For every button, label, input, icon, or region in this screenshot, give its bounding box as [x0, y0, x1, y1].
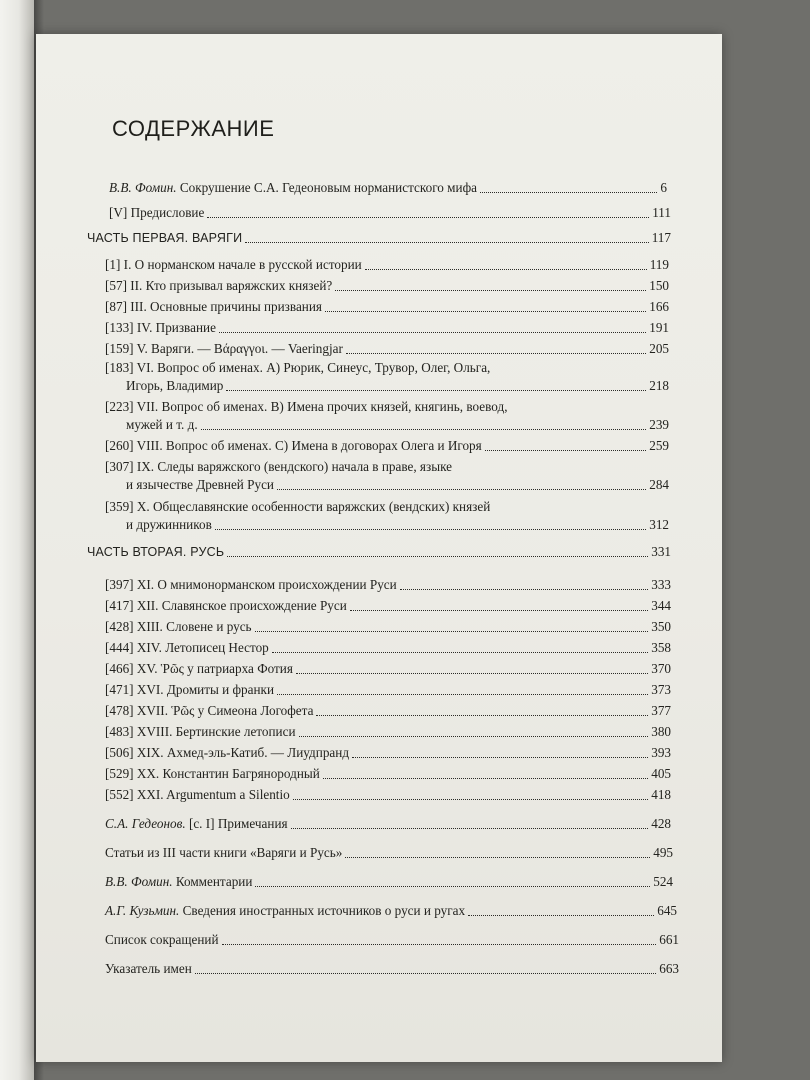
- toc-entry-page: 418: [651, 787, 671, 802]
- toc-entry-page: 111: [652, 205, 671, 220]
- dot-leader: [245, 241, 648, 243]
- toc-entry-page: 344: [651, 598, 671, 613]
- toc-entry-page: 117: [651, 230, 671, 245]
- toc-entry-author: А.Г. Кузьмин.: [105, 903, 180, 918]
- dot-leader: [227, 555, 648, 557]
- toc-entry-first-line: [359] X. Общеславянские особенности варяжских (вендских) князей: [105, 499, 491, 514]
- toc-entry-foreword: [109, 205, 671, 221]
- toc-entry: [105, 598, 671, 614]
- dot-leader: [325, 310, 646, 312]
- toc-entry-title: Игорь, Владимир: [126, 378, 224, 393]
- page-title: СОДЕРЖАНИЕ: [112, 116, 275, 141]
- toc-entry: [105, 341, 669, 357]
- toc-entry-page: 663: [659, 961, 679, 976]
- toc-entry-author: С.А. Гедеонов.: [105, 816, 186, 831]
- toc-entry: [105, 299, 669, 315]
- dot-leader: [226, 389, 646, 391]
- toc-entry-kuzmin: [105, 903, 677, 919]
- toc-entry-page: 380: [651, 724, 671, 739]
- toc-entry: [105, 745, 671, 761]
- toc-entry-title: [1] I. О норманском начале в русской истории: [105, 257, 362, 272]
- toc-entry-title: Указатель имен: [105, 961, 192, 976]
- toc-entry-title: [483] XVIII. Бертинские летописи: [105, 724, 296, 739]
- toc-entry-page: 150: [649, 278, 669, 293]
- dot-leader: [346, 352, 646, 354]
- toc-part-two-heading: [87, 544, 671, 560]
- dot-leader: [345, 856, 650, 858]
- dot-leader: [299, 735, 649, 737]
- toc-entry-title: Статьи из III части книги «Варяги и Русь»: [105, 845, 343, 860]
- toc-entry-page: 358: [651, 640, 671, 655]
- dot-leader: [219, 331, 646, 333]
- toc-part-one-heading: [87, 230, 671, 246]
- toc-entry-title: мужей и т. д.: [126, 417, 198, 432]
- toc-entry-title: [478] XVII. Ῥῶς у Симеона Логофета: [105, 703, 314, 718]
- toc-entry: [126, 477, 669, 493]
- toc-entry: [105, 724, 671, 740]
- toc-entry-page: 119: [649, 257, 669, 272]
- dot-leader: [350, 609, 648, 611]
- toc-entry-fomin-preface: [109, 180, 667, 196]
- toc-entry-articles: [105, 845, 673, 861]
- toc-entry-page: 428: [651, 816, 671, 831]
- toc-entry-page: 495: [653, 845, 673, 860]
- toc-entry-title: [417] XII. Славянское происхождение Руси: [105, 598, 347, 613]
- toc-entry: [126, 517, 669, 533]
- toc-entry-page: 370: [651, 661, 671, 676]
- dot-leader: [272, 651, 648, 653]
- dot-leader: [215, 528, 646, 530]
- toc-entry-title: [466] XV. Ῥῶς у патриарха Фотия: [105, 661, 293, 676]
- toc-entry: [105, 640, 671, 656]
- toc-entry: [105, 766, 671, 782]
- toc-entry-title: [444] XIV. Летописец Нестор: [105, 640, 269, 655]
- dot-leader: [222, 943, 657, 945]
- toc-entry-title: [397] XI. О мнимонорманском происхождении Руси: [105, 577, 397, 592]
- toc-entry-index: [105, 961, 679, 977]
- toc-entry-page: 524: [653, 874, 673, 889]
- toc-entry-title: [159] V. Варяги. — Βάραγγοι. — Vaeringjar: [105, 341, 343, 356]
- book-spine-edge: [0, 0, 34, 1080]
- dot-leader: [291, 827, 649, 829]
- dot-leader: [352, 756, 648, 758]
- toc-entry-page: 331: [651, 544, 671, 559]
- toc-entry-title: [260] VIII. Вопрос об именах. С) Имена в договорах Олега и Игоря: [105, 438, 482, 453]
- toc-entry-commentary: [105, 874, 673, 890]
- toc-entry-title: [428] XIII. Словене и русь: [105, 619, 252, 634]
- toc-entry-title: [506] XIX. Ахмед-эль-Катиб. — Лиудпранд: [105, 745, 350, 760]
- toc-entry-page: 377: [651, 703, 671, 718]
- toc-entry-notes: [105, 816, 671, 832]
- toc-entry: [105, 577, 671, 593]
- toc-entry-page: 259: [649, 438, 669, 453]
- toc-entry-page: 405: [651, 766, 671, 781]
- dot-leader: [293, 798, 648, 800]
- toc-entry-page: 218: [649, 378, 669, 393]
- book-page: [36, 34, 722, 1062]
- dot-leader: [316, 714, 648, 716]
- toc-entry-page: 661: [659, 932, 679, 947]
- toc-entry: [126, 417, 669, 433]
- dot-leader: [207, 216, 649, 218]
- toc-entry-page: 333: [651, 577, 671, 592]
- toc-entry-title: [V] Предисловие: [109, 205, 205, 220]
- toc-entry: [105, 682, 671, 698]
- toc-entry-page: 393: [651, 745, 671, 760]
- toc-entry-first-line: [307] IX. Следы варяжского (вендского) начала в праве, языке: [105, 459, 452, 474]
- toc-entry-page: 373: [651, 682, 671, 697]
- dot-leader: [277, 693, 648, 695]
- toc-entry-abbreviations: [105, 932, 679, 948]
- dot-leader: [480, 191, 657, 193]
- toc-entry-title: [552] XXI. Argumentum a Silentio: [105, 787, 290, 802]
- toc-entry-title: и язычестве Древней Руси: [126, 477, 274, 492]
- toc-entry-title: [57] II. Кто призывал варяжских князей?: [105, 278, 333, 293]
- toc-entry-page: 239: [649, 417, 669, 432]
- toc-entry-title: ЧАСТЬ ВТОРАЯ. РУСЬ: [87, 545, 225, 559]
- dot-leader: [323, 777, 648, 779]
- dot-leader: [365, 268, 647, 270]
- toc-entry-title: Список сокращений: [105, 932, 219, 947]
- dot-leader: [255, 630, 649, 632]
- toc-entry-page: 350: [651, 619, 671, 634]
- toc-entry-title: [471] XVI. Дромиты и франки: [105, 682, 275, 697]
- toc-entry-author: В.В. Фомин.: [109, 180, 177, 195]
- toc-entry-author: В.В. Фомин.: [105, 874, 173, 889]
- toc-entry: [105, 787, 671, 803]
- toc-entry-title: Комментарии: [175, 874, 253, 889]
- dot-leader: [201, 428, 647, 430]
- toc-entry-page: 645: [657, 903, 677, 918]
- toc-entry: [105, 661, 671, 677]
- toc-entry-title: [87] III. Основные причины призвания: [105, 299, 322, 314]
- dot-leader: [335, 289, 646, 291]
- dot-leader: [485, 449, 647, 451]
- toc-entry-first-line: [183] VI. Вопрос об именах. А) Рюрик, Синеус, Трувор, Олег, Ольга,: [105, 360, 491, 375]
- toc-entry-page: 205: [649, 341, 669, 356]
- toc-entry-first-line: [223] VII. Вопрос об именах. В) Имена прочих князей, княгинь, воевод,: [105, 399, 508, 414]
- toc-entry-page: 284: [649, 477, 669, 492]
- toc-entry-title: [с. I] Примечания: [188, 816, 288, 831]
- toc-entry-title: и дружинников: [126, 517, 212, 532]
- toc-entry: [105, 438, 669, 454]
- toc-entry: [105, 278, 669, 294]
- toc-entry-title: [529] XX. Константин Багрянородный: [105, 766, 320, 781]
- toc-entry-page: 6: [660, 180, 667, 195]
- toc-entry-title: ЧАСТЬ ПЕРВАЯ. ВАРЯГИ: [87, 231, 243, 245]
- toc-entry-page: 312: [649, 517, 669, 532]
- dot-leader: [296, 672, 648, 674]
- toc-entry: [126, 378, 669, 394]
- dot-leader: [400, 588, 649, 590]
- toc-entry-page: 166: [649, 299, 669, 314]
- toc-entry-page: 191: [649, 320, 669, 335]
- toc-entry: [105, 320, 669, 336]
- toc-entry: [105, 257, 669, 273]
- toc-entry-title: [133] IV. Призвание: [105, 320, 216, 335]
- table-of-contents: [36, 34, 722, 1062]
- dot-leader: [195, 972, 656, 974]
- toc-entry-title: Сокрушение С.А. Гедеоновым норманистского мифа: [179, 180, 477, 195]
- toc-entry: [105, 619, 671, 635]
- dot-leader: [277, 488, 646, 490]
- dot-leader: [255, 885, 650, 887]
- toc-entry: [105, 703, 671, 719]
- toc-entry-title: Сведения иностранных источников о руси и ругах: [182, 903, 466, 918]
- dot-leader: [468, 914, 654, 916]
